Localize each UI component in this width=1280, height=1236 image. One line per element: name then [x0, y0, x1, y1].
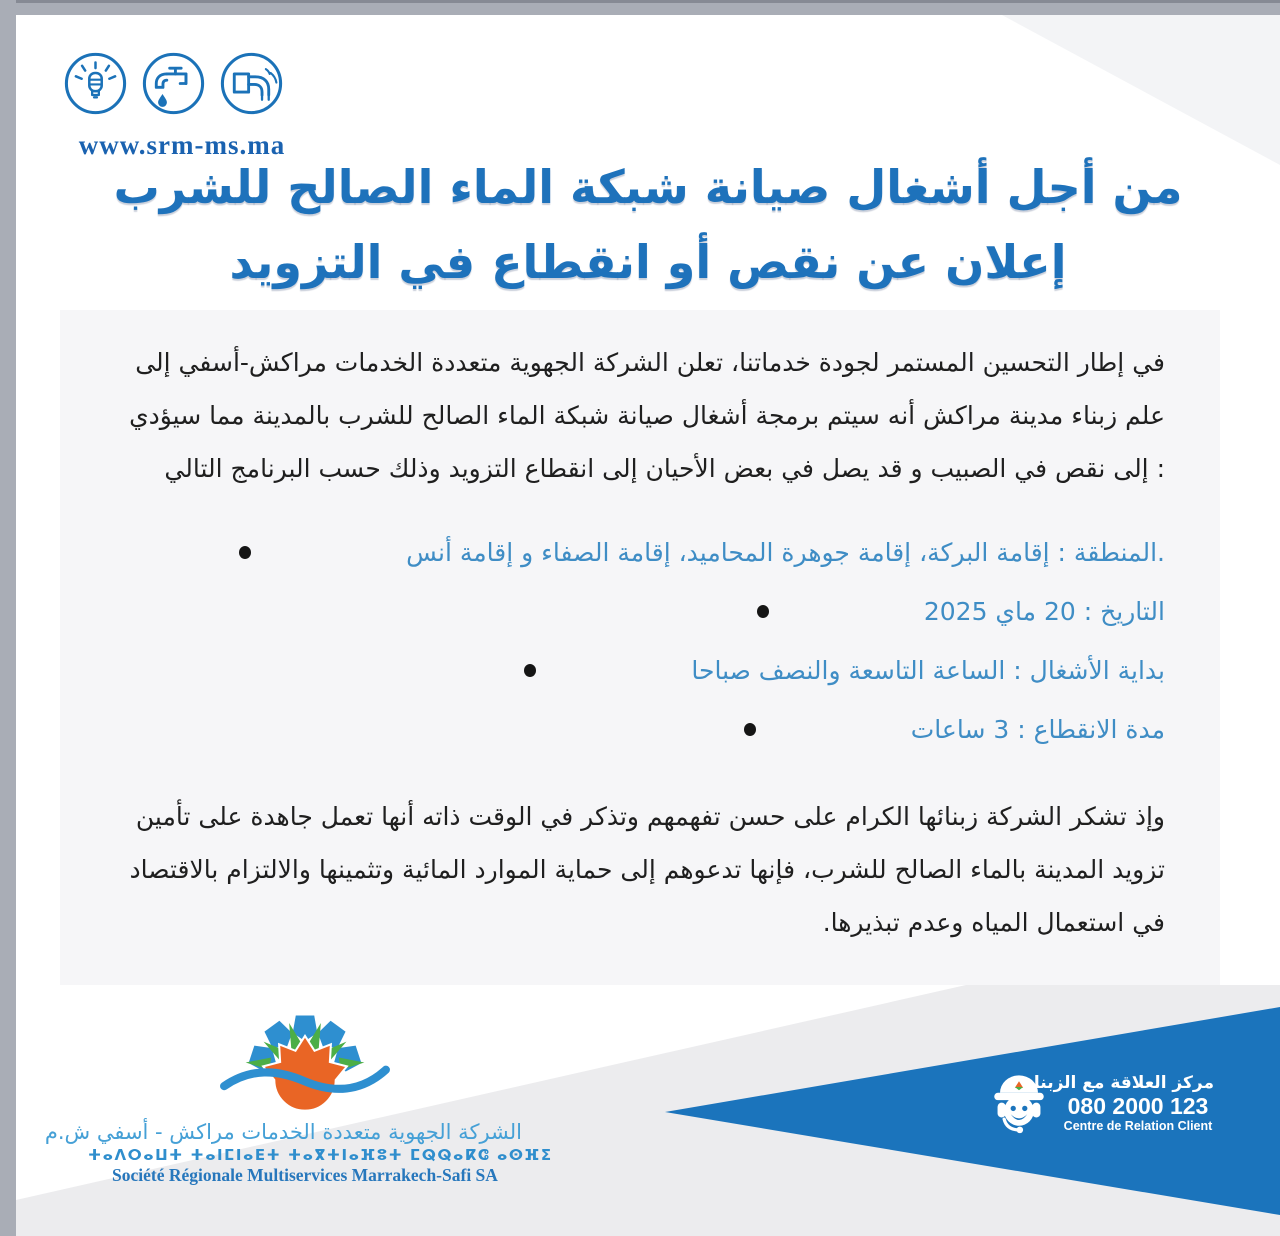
intro-paragraph	[100, 336, 1165, 495]
crc-label-french: Centre de Relation Client	[1063, 1119, 1213, 1134]
bullet-dot	[744, 723, 756, 736]
customer-relation-centre	[986, 1058, 1214, 1148]
call-center-agent-icon	[986, 1058, 1052, 1148]
notice-title-line2: إعلان عن نقص أو انقطاع في التزويد	[229, 235, 1067, 289]
crc-phone-number: 080 2000 123	[1067, 1092, 1209, 1119]
company-name-arabic: الشركة الجهوية متعددة الخدمات مراكش - أسفي ش.م	[44, 1120, 522, 1144]
top-frame-bar	[0, 0, 1280, 15]
company-name-tifinagh: ⵜⴰⴷⵔⴰⵡⵜ ⵜⴰⵏⵎⵏⴰⴹⵜ ⵜⴰⴳⵜⵏⴰⴼⵓⵜ ⵎⵕⵕⴰⴽⵛ ⴰⵙⴼⵉ	[88, 1146, 553, 1164]
detail-date-text: التاريخ : 20 ماي 2025	[923, 596, 1165, 626]
crc-label-arabic: مركز العلاقة مع الزبناء	[1025, 1072, 1214, 1093]
water-tap-icon	[140, 50, 207, 117]
detail-item-duration	[100, 709, 1165, 749]
closing-line: وإذ تشكر الشركة زبنائها الكرام على حسن تفهمهم وتذكر في الوقت ذاته أنها تعمل جاهدة على تأمين	[135, 802, 1165, 831]
left-frame-bar	[0, 0, 16, 1236]
detail-duration-text: مدة الانقطاع : 3 ساعات	[910, 714, 1165, 744]
bullet-dot	[239, 546, 251, 559]
electricity-lightbulb-icon	[62, 50, 129, 117]
detail-start-time-text: بداية الأشغال : الساعة التاسعة والنصف صباحا	[691, 655, 1165, 685]
notice-title	[16, 150, 1280, 300]
bullet-dot	[757, 605, 769, 618]
company-name-french: Société Régionale Multiservices Marrakech-Safi SA	[112, 1165, 498, 1185]
website-url: www.srm-ms.ma	[78, 130, 286, 160]
company-logo	[218, 1006, 392, 1118]
company-name-block	[44, 1120, 553, 1186]
crc-text-block	[1025, 1072, 1214, 1134]
interruption-details-list	[100, 532, 1165, 768]
detail-item-date	[100, 591, 1165, 631]
notice-body-panel	[60, 310, 1220, 985]
service-icon-row	[62, 50, 285, 117]
closing-paragraph	[100, 790, 1165, 949]
intro-line: : إلى نقص في الصبيب و قد يصل في بعض الأحيان إلى انقطاع التزويد وذلك حسب البرنامج التالي	[164, 454, 1165, 483]
closing-line: تزويد المدينة بالماء الصالح للشرب، فإنها تدعوهم إلى حماية الموارد المائية وتثمينها والالتزام بالاقتصاد	[129, 855, 1165, 884]
sanitation-pipe-icon	[218, 50, 285, 117]
closing-line: في استعمال المياه وعدم تبذيرها.	[822, 908, 1165, 937]
detail-item-zone	[100, 532, 1165, 572]
bullet-dot	[524, 664, 536, 677]
intro-line: علم زبناء مدينة مراكش أنه سيتم برمجة أشغال صيانة شبكة الماء الصالح للشرب بالمدينة مما سيؤدي	[129, 401, 1165, 430]
detail-zone-text: .المنطقة : إقامة البركة، إقامة جوهرة المحاميد، إقامة الصفاء و إقامة أنس	[406, 537, 1165, 567]
notice-title-line1: من أجل أشغال صيانة شبكة الماء الصالح للشرب	[113, 160, 1183, 214]
detail-item-start-time	[100, 650, 1165, 690]
intro-line: في إطار التحسين المستمر لجودة خدماتنا، تعلن الشركة الجهوية متعددة الخدمات مراكش-أسفي إلى	[135, 348, 1165, 377]
